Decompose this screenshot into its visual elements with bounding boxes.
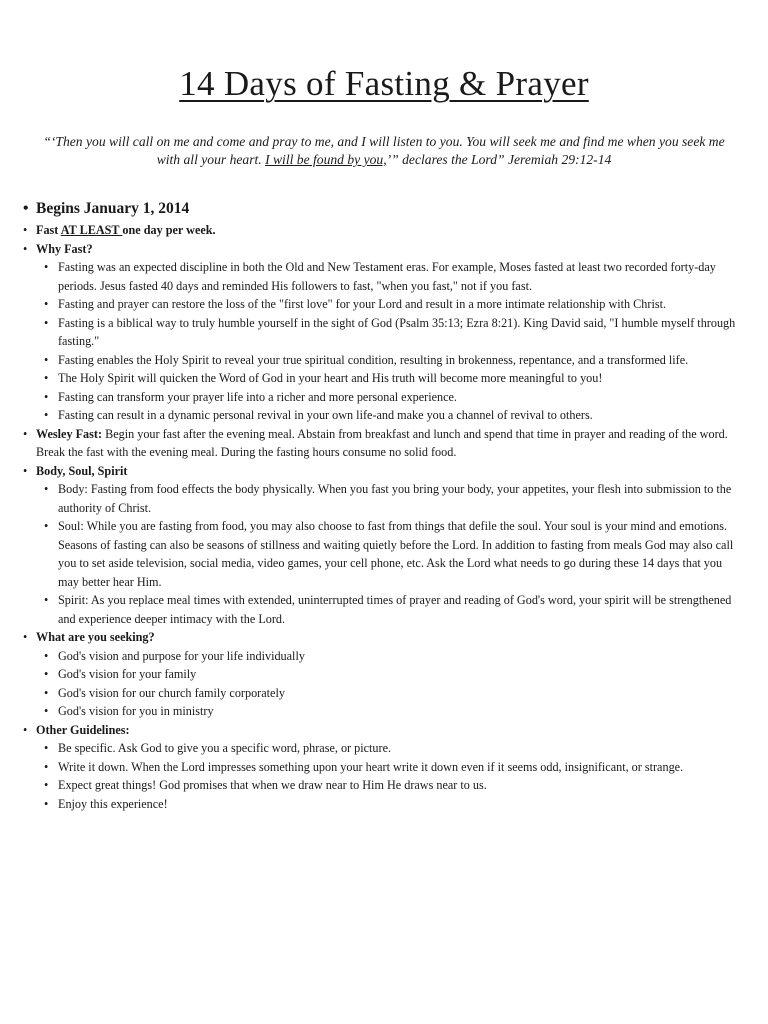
body-soul-spirit-section <box>24 462 744 629</box>
main-list <box>24 198 744 813</box>
list-item: • Soul: While you are fasting from food, you may also choose to fast from things that defile the soul. Your soul is your mind and emotions. Seasons of fasting can also be seasons of stillness and waiting quietly before the Lord. In addition to fasting from meals God may also call you to set aside television, social media, video games, your cell phone, etc. Ask the Lord what needs to go during these 14 days that you may better hear Him. <box>44 517 744 591</box>
list-item: • The Holy Spirit will quicken the Word of God in your heart and His truth will become more meaningful to you! <box>44 369 744 388</box>
list-item: • Fasting and prayer can restore the loss of the "first love" for your Lord and result in a more intimate relationship with Christ. <box>44 295 744 314</box>
section-heading: Other Guidelines: <box>36 722 130 737</box>
body-soul-spirit-list <box>44 480 744 628</box>
list-item: • Body: Fasting from food effects the body physically. When you fast you bring your body, your appetites, your flesh into submission to the authority of Christ. <box>44 480 744 517</box>
quote-underlined: I will be found by you, <box>265 152 387 167</box>
list-item: • God's vision for you in ministry <box>44 702 744 721</box>
scripture-quote <box>40 133 728 169</box>
list-item: • God's vision for our church family corporately <box>44 684 744 703</box>
wesley-fast-text: Begin your fast after the evening meal. Abstain from breakfast and lunch and spend that time in prayer and reading of the word. Break the fast with the evening meal. During the fasting hours consume no solid food. <box>36 426 728 459</box>
list-item: • Spirit: As you replace meal times with extended, uninterrupted times of prayer and reading of God's word, your spirit will be strengthened and experience deeper intimacy with the Lord. <box>44 591 744 628</box>
list-item: • God's vision for your family <box>44 665 744 684</box>
list-item: • Fasting can transform your prayer life into a richer and more personal experience. <box>44 388 744 407</box>
section-heading: What are you seeking? <box>36 630 155 644</box>
list-item: • Be specific. Ask God to give you a specific word, phrase, or picture. <box>44 739 744 758</box>
quote-text-end: ’” declares the Lord” Jeremiah 29:12-14 <box>386 152 612 167</box>
list-item: • Fasting was an expected discipline in both the Old and New Testament eras. For example, Moses fasted at least two recorded forty-day periods. Jesus fasted 40 days and reminded His followers to fast, "when you fast," not if you fast. <box>44 258 744 295</box>
seeking-list <box>44 647 744 721</box>
list-item: • Enjoy this experience! <box>44 795 744 814</box>
list-item: • Fasting is a biblical way to truly humble yourself in the sight of God (Psalm 35:13; Ezra 8:21). King David said, "I humble myself through fasting." <box>44 314 744 351</box>
wesley-fast <box>24 425 744 462</box>
section-heading: Why Fast? <box>36 241 93 256</box>
fast-frequency: • Fast AT LEAST one day per week. <box>24 221 744 240</box>
list-item: • God's vision and purpose for your life individually <box>44 647 744 666</box>
list-item: • Fasting can result in a dynamic personal revival in your own life-and make you a channel of revival to others. <box>44 406 744 425</box>
page-title: 14 Days of Fasting & Prayer <box>179 64 589 103</box>
guidelines-section <box>24 721 744 814</box>
list-item: • Fasting enables the Holy Spirit to reveal your true spiritual condition, resulting in brokenness, repentance, and a transformed life. <box>44 351 744 370</box>
why-fast-section <box>24 240 744 425</box>
section-heading: Wesley Fast: <box>36 426 103 441</box>
begins-date: • Begins January 1, 2014 <box>24 198 744 220</box>
seeking-section <box>24 628 744 721</box>
guidelines-list <box>44 739 744 813</box>
quote-text-start: “‘Then you will call on me and come and pray to me, and I will listen to you. You will seek me and find me when you seek me with all your heart. <box>43 134 725 167</box>
section-heading: Body, Soul, Spirit <box>36 463 128 478</box>
list-item: • Expect great things! God promises that when we draw near to Him He draws near to us. <box>44 776 744 795</box>
list-item: • Write it down. When the Lord impresses something upon your heart write it down even if it seems odd, insignificant, or strange. <box>44 758 744 777</box>
fast-emphasis: AT LEAST <box>60 223 123 237</box>
why-fast-list <box>44 258 744 425</box>
